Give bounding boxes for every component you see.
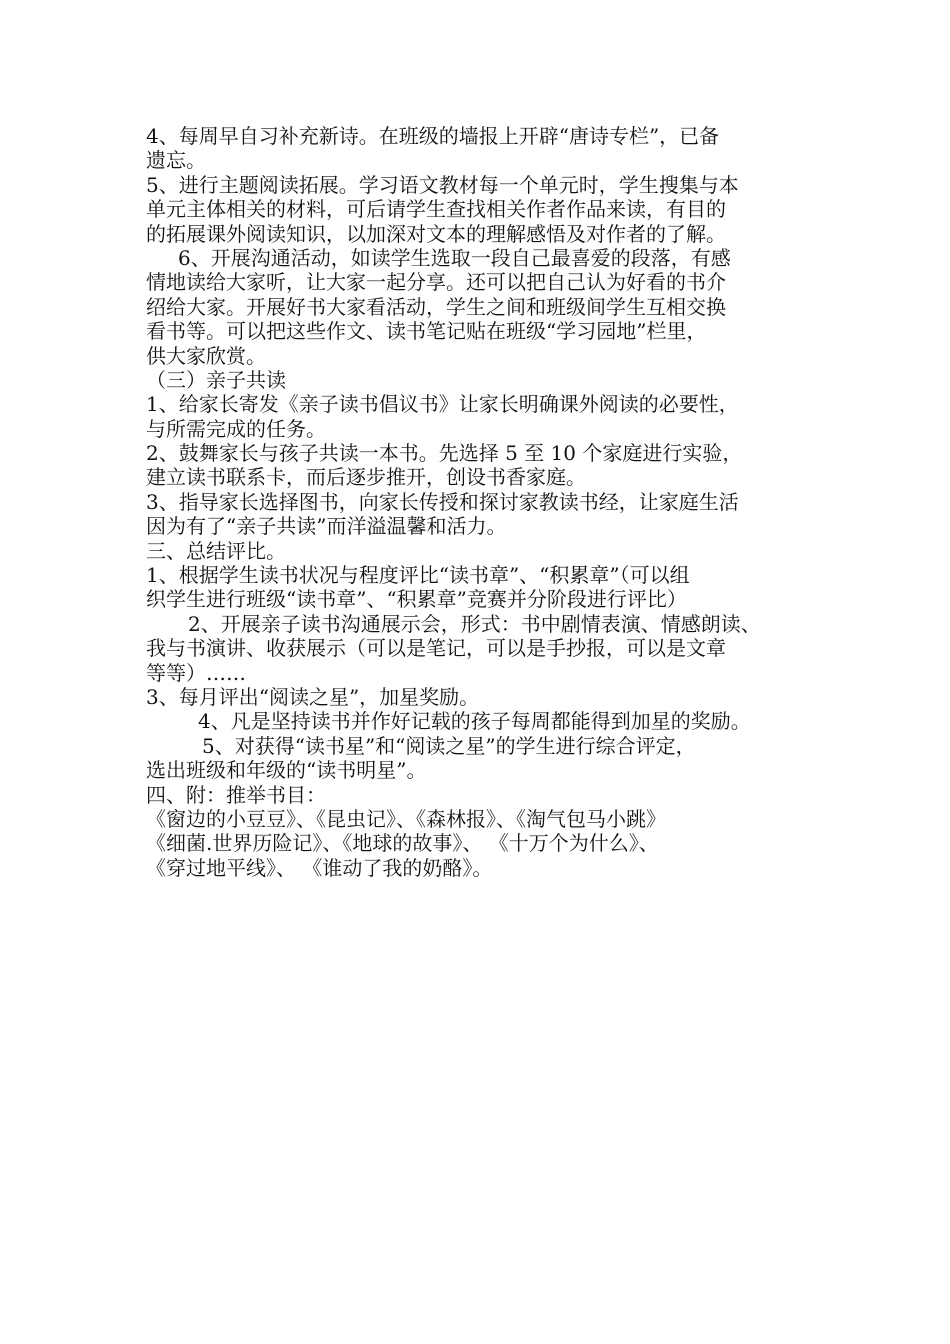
text-line: 遗忘。: [146, 148, 206, 173]
text-line: 5、进行主题阅读拓展。学习语文教材每一个单元时，学生搜集与本: [146, 172, 739, 197]
text-line: 6、开展沟通活动，如读学生选取一段自己最喜爱的段落，有感: [178, 245, 731, 270]
text-line: 的拓展课外阅读知识，以加深对文本的理解感悟及对作者的了解。: [146, 221, 726, 246]
text-line: 2、开展亲子读书沟通展示会，形式：书中剧情表演、情感朗读、: [188, 611, 761, 636]
section-heading: 四、附：推举书目：: [146, 782, 326, 807]
text-line: 单元主体相关的材料，可后请学生查找相关作者作品来读，有目的: [146, 197, 726, 222]
text-line: 3、指导家长选择图书，向家长传授和探讨家教读书经，让家庭生活: [146, 489, 739, 514]
text-line: 1、根据学生读书状况与程度评比“读书章”、“积累章”（可以组: [146, 563, 690, 588]
section-heading: （三）亲子共读: [146, 367, 286, 392]
text-line: 织学生进行班级“读书章”、“积累章”竞赛并分阶段进行评比）: [146, 587, 687, 612]
text-line: 4、每周早自习补充新诗。在班级的墙报上开辟“唐诗专栏”，已备: [146, 124, 720, 148]
text-line: 3、每月评出“阅读之星”，加星奖励。: [146, 684, 480, 709]
text-line: 情地读给大家听，让大家一起分享。还可以把自己认为好看的书介: [146, 270, 726, 295]
book-list-line: 《窗边的小豆豆》、《昆虫记》、《森林报》、《淘气包马小跳》: [146, 806, 666, 831]
text-line: 1、给家长寄发《亲子读书倡议书》让家长明确课外阅读的必要性，: [146, 392, 739, 417]
text-line: 选出班级和年级的“读书明星”。: [146, 758, 427, 783]
book-list-line: 《穿过地平线》、 《谁动了我的奶酪》。: [146, 855, 493, 880]
section-heading: 三、总结评比。: [146, 538, 286, 563]
text-line: 看书等。可以把这些作文、读书笔记贴在班级“学习园地”栏里，: [146, 319, 707, 344]
text-line: 建立读书联系卡，而后逐步推开，创设书香家庭。: [146, 465, 586, 490]
book-list-line: 《细菌.世界历险记》、《地球的故事》、 《十万个为什么》、: [146, 831, 659, 856]
document-body: [146, 124, 826, 880]
text-line: 供大家欣赏。: [146, 343, 266, 368]
text-line: 绍给大家。开展好书大家看活动，学生之间和班级间学生互相交换: [146, 294, 726, 319]
text-line: 等等）……: [146, 660, 246, 685]
text-line: 4、凡是坚持读书并作好记载的孩子每周都能得到加星的奖励。: [198, 709, 751, 734]
text-line: 与所需完成的任务。: [146, 416, 326, 441]
text-line: 我与书演讲、收获展示（可以是笔记，可以是手抄报，可以是文章: [146, 636, 726, 661]
text-line: 5、对获得“读书星”和“阅读之星”的学生进行综合评定，: [202, 733, 696, 758]
text-line: 2、鼓舞家长与孩子共读一本书。先选择 5 至 10 个家庭进行实验，: [146, 441, 743, 466]
text-line: 因为有了“亲子共读”而洋溢温馨和活力。: [146, 514, 507, 539]
